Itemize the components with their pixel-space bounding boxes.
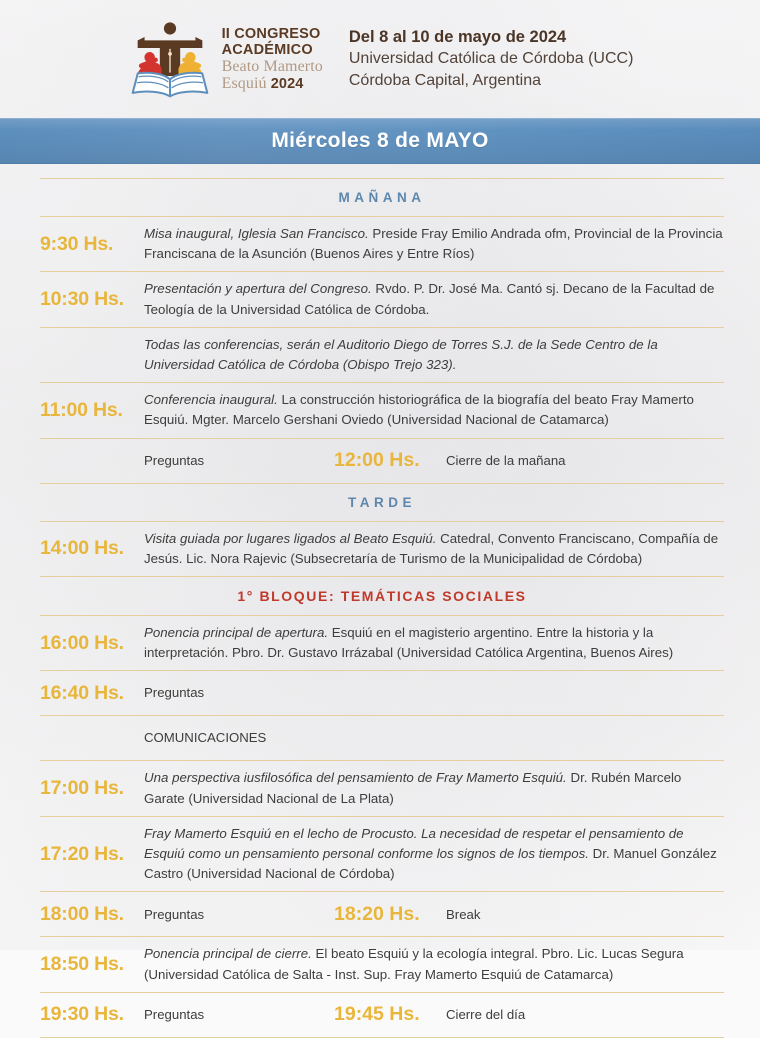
schedule-row: [40, 761, 724, 815]
row-title-italic: Conferencia inaugural.: [144, 392, 278, 408]
row-time: 11:00 Hs.: [40, 398, 123, 421]
logo-year: 2024: [270, 76, 304, 93]
row-label-primary: Preguntas: [144, 453, 205, 469]
logo-line-2: ACADÉMICO: [221, 41, 313, 58]
schedule-list: [0, 164, 760, 1038]
row-description: [144, 335, 724, 375]
row-time: 9:30 Hs.: [40, 232, 114, 255]
row-detail-text: COMUNICACIONES: [144, 730, 267, 746]
row-time: 17:20 Hs.: [40, 842, 124, 865]
event-meta: [349, 26, 634, 93]
logo-line-1: II CONGRESO: [221, 25, 321, 42]
row-time: 18:50 Hs.: [40, 953, 124, 976]
row-description: [144, 944, 724, 984]
row-time-secondary: 12:00 Hs.: [334, 449, 420, 472]
day-banner-title: Miércoles 8 de MAYO: [271, 129, 489, 152]
poster-header: [0, 0, 760, 118]
row-time: 14:00 Hs.: [40, 537, 124, 560]
row-description: [144, 529, 724, 569]
row-detail-text: Preside Fray Emilio Andrada ofm, Provincial de la Provincia Franciscana de la Asunción (Buenos Aires y Entre Ríos): [144, 226, 723, 262]
row-time: 17:00 Hs.: [40, 777, 124, 800]
event-dates: Del 8 al 10 de mayo de 2024: [348, 27, 567, 46]
schedule-row: [40, 383, 724, 437]
logo-line-3: Beato Mamerto: [221, 58, 323, 76]
row-detail-text: Dr. Manuel González Castro (Universidad Nacional de Córdoba): [144, 846, 717, 882]
row-label-secondary: Break: [446, 906, 481, 922]
schedule-row: [40, 328, 724, 382]
row-title-italic: Presentación y apertura del Congreso.: [144, 281, 372, 297]
logo-line-4: [222, 75, 323, 93]
congress-brand: [127, 20, 323, 98]
schedule-row: [40, 217, 724, 271]
schedule-row: [40, 616, 724, 670]
schedule-row: [40, 272, 724, 326]
row-detail-text: Esquiú en el magisterio argentino. Entre la historia y la interpretación. Pbro. Dr. Gustavo Irrázabal (Universidad Católica Argentina, Buenos Aires): [144, 625, 674, 661]
section-heading: MAÑANA: [338, 190, 426, 205]
row-detail-text: Preguntas: [144, 685, 205, 701]
row-detail-text: Rvdo. P. Dr. José Ma. Cantó sj. Decano de la Facultad de Teología de la Universidad Católica de Córdoba.: [144, 281, 715, 317]
row-description: [144, 768, 724, 808]
row-time: 16:00 Hs.: [40, 631, 124, 654]
logo-line-4-text: Esquiú: [221, 75, 267, 93]
row-label-primary: Preguntas: [144, 1007, 205, 1023]
schedule-row: [40, 716, 724, 760]
row-time: [40, 344, 144, 367]
row-time-secondary: 18:20 Hs.: [334, 902, 420, 925]
event-venue: Universidad Católica de Córdoba (UCC): [348, 50, 634, 68]
schedule-row: [40, 817, 724, 892]
row-description: [144, 224, 724, 264]
row-title-italic: Fray Mamerto Esquiú en el lecho de Procusto. La necesidad de respetar el pensamiento de Esquiú como un pensamiento personal conforme los signos de los tiempos.: [144, 825, 684, 862]
row-label-primary: Preguntas: [144, 906, 205, 922]
row-time-secondary: 19:45 Hs.: [334, 1003, 420, 1026]
row-description: [144, 390, 724, 430]
row-description: [144, 728, 724, 748]
row-label-secondary: Cierre del día: [446, 1007, 526, 1023]
row-title-italic: Ponencia principal de apertura.: [144, 625, 329, 641]
row-description: [144, 623, 724, 663]
row-title-italic: Misa inaugural, Iglesia San Francisco.: [144, 226, 369, 241]
schedule-row: [40, 993, 724, 1037]
row-time: [40, 449, 144, 472]
row-label-secondary: Cierre de la mañana: [446, 453, 566, 469]
day-banner: [0, 118, 760, 164]
row-time: 19:30 Hs.: [40, 1003, 124, 1026]
schedule-row: [40, 439, 724, 483]
row-detail-text: Dr. Rubén Marcelo Garate (Universidad Nacional de La Plata): [144, 770, 682, 806]
row-time: [40, 727, 144, 750]
row-title-italic: Todas las conferencias, serán el Auditorio Diego de Torres S.J. de la Sede Centro de la Universidad Católica de Córdoba (Obispo Trejo 323).: [144, 336, 658, 373]
logo-wordmark: [222, 25, 323, 93]
row-time: 10:30 Hs.: [40, 288, 124, 311]
row-title-italic: Una perspectiva iusfilosófica del pensamiento de Fray Mamerto Esquiú.: [144, 770, 567, 786]
row-detail-text: La construcción historiográfica de la biografía del beato Fray Mamerto Esquiú. Mgter. Marcelo Gershani Oviedo (Universidad Nacional de Catamarca): [144, 392, 694, 428]
friar-open-book-logo-icon: [127, 20, 213, 98]
schedule-row: [40, 937, 724, 991]
row-description: [144, 683, 724, 703]
row-detail-text: Catedral, Convento Franciscano, Compañía de Jesús. Lic. Nora Rajevic (Subsecretaría de Turismo de la Municipalidad de Córdoba): [144, 530, 719, 566]
row-time: 18:00 Hs.: [40, 902, 124, 925]
schedule-row: [40, 671, 724, 715]
row-description: [144, 824, 724, 885]
row-description: [144, 279, 724, 319]
section-heading: 1° BLOQUE: TEMÁTICAS SOCIALES: [237, 588, 527, 605]
section-heading: TARDE: [348, 494, 416, 510]
row-detail-text: El beato Esquiú y la ecología integral. Pbro. Lic. Lucas Segura (Universidad Católica de Salta - Inst. Sup. Fray Mamerto Esquiú de Catamarca): [144, 946, 684, 982]
row-time: 16:40 Hs.: [40, 681, 124, 704]
schedule-row: [40, 892, 724, 936]
row-title-italic: Ponencia principal de cierre.: [144, 946, 312, 962]
schedule-row: [40, 522, 724, 576]
event-city: Córdoba Capital, Argentina: [348, 72, 541, 90]
row-title-italic: Visita guiada por lugares ligados al Beato Esquiú.: [144, 530, 437, 546]
